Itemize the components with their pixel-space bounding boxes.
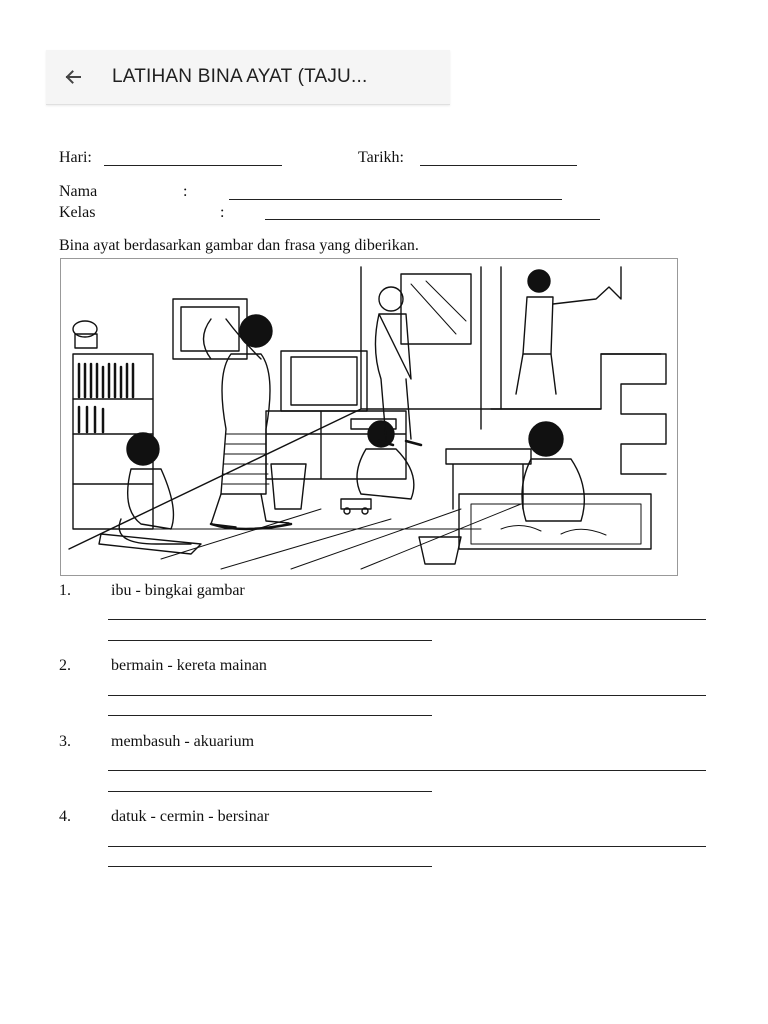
kelas-label: Kelas (59, 204, 96, 221)
household-chores-illustration (60, 258, 678, 576)
answer-line[interactable] (108, 791, 432, 792)
hari-label: Hari: (59, 149, 92, 166)
question-phrase: membasuh - akuarium (111, 733, 255, 750)
app-bar (46, 50, 450, 105)
tarikh-label: Tarikh: (358, 149, 404, 166)
tarikh-answer-line[interactable] (420, 165, 577, 166)
answer-line[interactable] (108, 866, 432, 867)
back-button[interactable] (46, 50, 100, 104)
question-phrase: bermain - kereta mainan (111, 657, 267, 674)
question-phrase: datuk - cermin - bersinar (111, 808, 270, 825)
answer-line[interactable] (108, 640, 432, 641)
answer-line[interactable] (108, 715, 432, 716)
arrow-left-icon (63, 67, 83, 87)
question-number: 4. (59, 808, 71, 825)
answer-line[interactable] (108, 770, 706, 771)
hari-answer-line[interactable] (104, 165, 282, 166)
answer-line[interactable] (108, 846, 706, 847)
question-phrase: ibu - bingkai gambar (111, 582, 245, 599)
document-title: LATIHAN BINA AYAT (TAJU... (112, 66, 368, 87)
question-number: 1. (59, 582, 71, 599)
kelas-colon: : (220, 204, 225, 221)
nama-label: Nama (59, 183, 98, 200)
answer-line[interactable] (108, 619, 706, 620)
instruction-text: Bina ayat berdasarkan gambar dan frasa yang diberikan. (59, 237, 419, 254)
question-number: 3. (59, 733, 71, 750)
kelas-answer-line[interactable] (265, 219, 600, 220)
nama-answer-line[interactable] (229, 199, 562, 200)
question-number: 2. (59, 657, 71, 674)
nama-colon: : (183, 183, 188, 200)
answer-line[interactable] (108, 695, 706, 696)
